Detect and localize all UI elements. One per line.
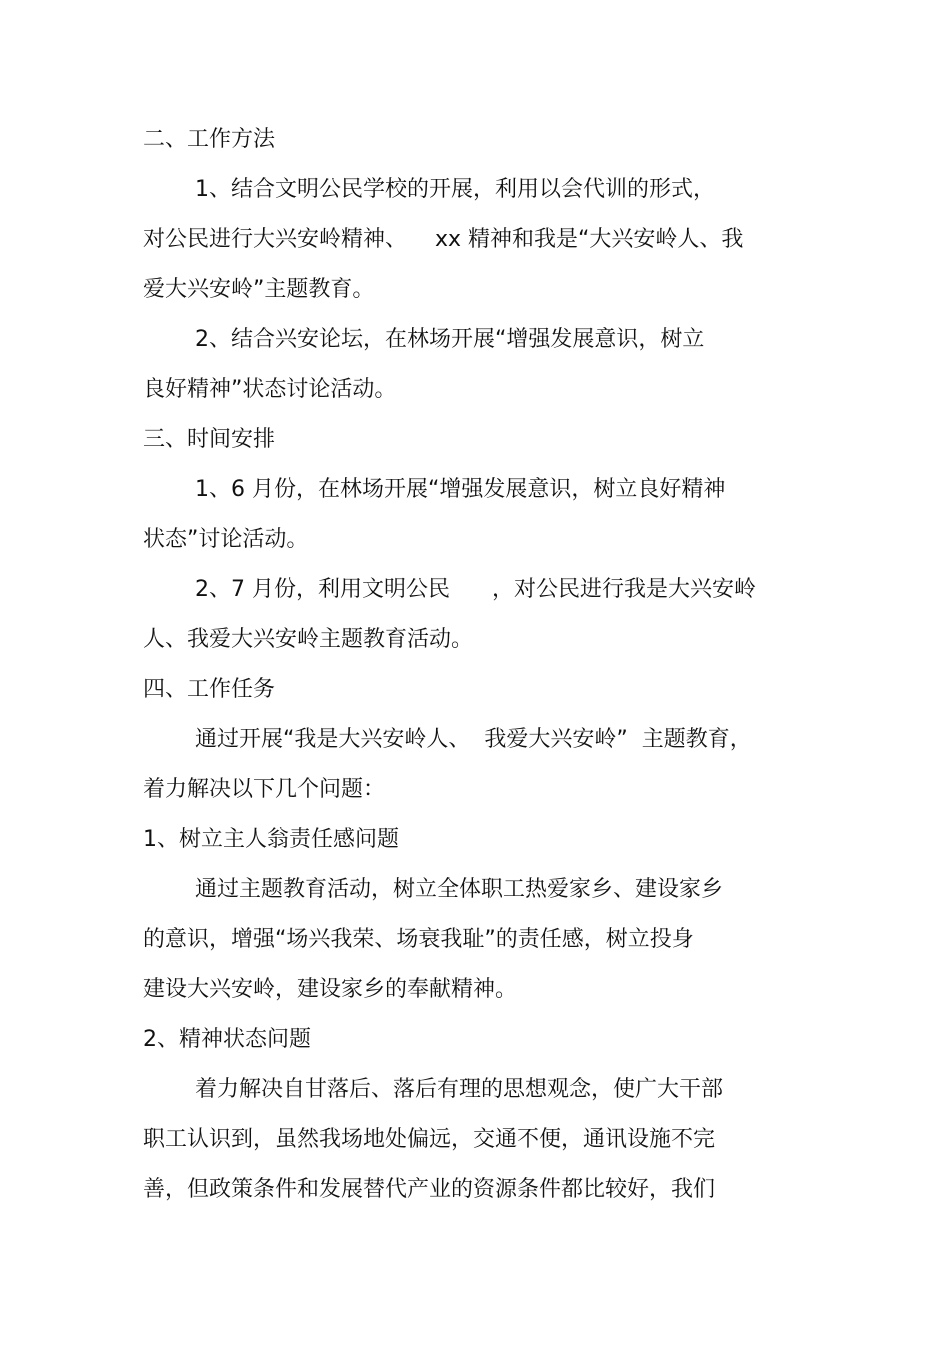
section-heading-tasks: 四、工作任务 xyxy=(143,677,276,702)
subheading-mental-state: 2、精神状态问题 xyxy=(143,1027,311,1052)
section-heading-schedule: 三、时间安排 xyxy=(143,427,276,452)
subheading-ownership: 1、树立主人翁责任感问题 xyxy=(143,827,399,852)
paragraph-line: 职工认识到，虽然我场地处偏远，交通不便，通讯设施不完 xyxy=(143,1127,716,1152)
paragraph-line: 爱大兴安岭”主题教育。 xyxy=(143,277,375,302)
paragraph-line: 2、结合兴安论坛，在林场开展“增强发展意识，树立 xyxy=(195,327,705,352)
paragraph-line: 着力解决自甘落后、落后有理的思想观念，使广大干部 xyxy=(195,1077,724,1102)
paragraph-line: 善，但政策条件和发展替代产业的资源条件都比较好，我们 xyxy=(143,1177,716,1202)
section-heading-work-method: 二、工作方法 xyxy=(143,127,276,152)
paragraph-line: 人、我爱大兴安岭主题教育活动。 xyxy=(143,627,474,652)
paragraph-line: 通过开展“我是大兴安岭人、 我爱大兴安岭” 主题教育， xyxy=(195,727,752,752)
paragraph-line: 良好精神”状态讨论活动。 xyxy=(143,377,397,402)
paragraph-line: 对公民进行大兴安岭精神、 xx 精神和我是“大兴安岭人、我 xyxy=(143,227,744,252)
paragraph-line: 的意识，增强“场兴我荣、场衰我耻”的责任感，树立投身 xyxy=(143,927,694,952)
paragraph-line: 2、7 月份，利用文明公民 ，对公民进行我是大兴安岭 xyxy=(195,577,756,602)
paragraph-line: 1、结合文明公民学校的开展，利用以会代训的形式， xyxy=(195,177,715,202)
paragraph-line: 通过主题教育活动，树立全体职工热爱家乡、建设家乡 xyxy=(195,877,724,902)
paragraph-line: 1、6 月份，在林场开展“增强发展意识，树立良好精神 xyxy=(195,477,726,502)
paragraph-line: 着力解决以下几个问题： xyxy=(143,777,386,802)
paragraph-line: 状态”讨论活动。 xyxy=(143,527,309,552)
paragraph-line: 建设大兴安岭，建设家乡的奉献精神。 xyxy=(143,977,518,1002)
